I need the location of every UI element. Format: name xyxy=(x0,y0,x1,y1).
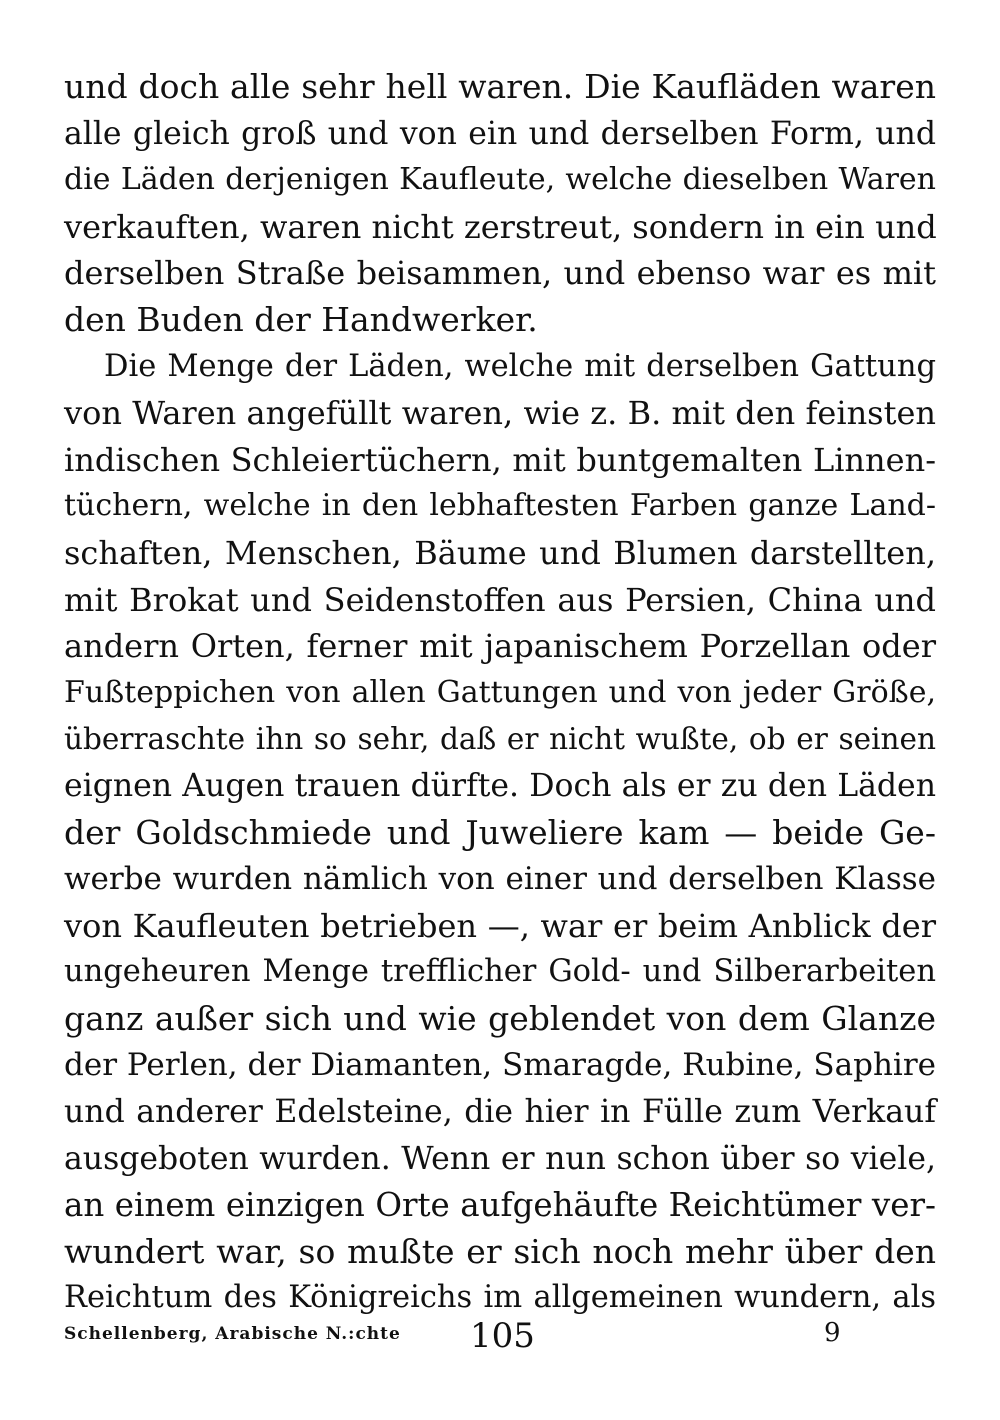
sheet-number: 9 xyxy=(824,1318,841,1348)
text-line: tüchern, welche in den lebhaftesten Farben ganze Land- xyxy=(64,488,936,524)
text-line: mit Brokat und Seidenstoffen aus Persien, China und xyxy=(64,580,936,619)
text-line: Die Menge der Läden, welche mit derselben Gattung xyxy=(104,348,936,384)
page-number: 105 xyxy=(470,1316,535,1356)
text-line: Reichtum des Königreichs im allgemeinen wundern, als xyxy=(64,1280,936,1316)
paragraph-1 xyxy=(64,64,936,344)
text-line: ausgeboten wurden. Wenn er nun schon über so viele, xyxy=(64,1140,936,1177)
text-line: Fußteppichen von allen Gattungen und von jeder Größe, xyxy=(64,674,936,710)
text-line: von Waren angefüllt waren, wie z. B. mit den feinsten xyxy=(64,394,936,433)
body-text xyxy=(64,64,936,1322)
text-line: von Kaufleuten betrieben —, war er beim Anblick der xyxy=(64,906,936,945)
text-line: die Läden derjenigen Kaufleute, welche dieselben Waren xyxy=(64,162,936,198)
text-line: und anderer Edelsteine, die hier in Fülle zum Verkauf xyxy=(64,1094,936,1131)
text-line: ganz außer sich und wie geblendet von dem Glanze xyxy=(64,998,936,1038)
text-line: ungeheuren Menge trefflicher Gold- und Silberarbeiten xyxy=(64,954,936,990)
text-line: indischen Schleiertüchern, mit buntgemalten Linnen- xyxy=(64,440,936,479)
text-line: eignen Augen trauen dürfte. Doch als er zu den Läden xyxy=(64,767,936,804)
text-line: verkauften, waren nicht zerstreut, sondern in ein und xyxy=(64,207,937,246)
text-line: alle gleich groß und von ein und derselben Form, und xyxy=(64,115,936,152)
page-footer xyxy=(64,1316,936,1366)
text-line: wundert war, so mußte er sich noch mehr über den xyxy=(64,1231,936,1271)
paragraph-2 xyxy=(64,344,936,1322)
text-line: der Goldschmiede und Juweliere kam — beide Ge- xyxy=(64,812,936,852)
text-line: schaften, Menschen, Bäume und Blumen darstellten, xyxy=(64,533,936,572)
footer-signature: Schellenberg, Arabische N.:chte xyxy=(64,1324,401,1344)
text-line: den Buden der Handwerker. xyxy=(64,299,538,339)
text-line: überraschte ihn so sehr, daß er nicht wußte, ob er seinen xyxy=(64,722,936,757)
text-line: derselben Straße beisammen, und ebenso war es mit xyxy=(64,254,936,293)
text-line: werbe wurden nämlich von einer und derselben Klasse xyxy=(64,861,936,898)
text-line: an einem einzigen Orte aufgehäufte Reichtümer ver- xyxy=(64,1186,936,1225)
text-line: und doch alle sehr hell waren. Die Kaufläden waren xyxy=(64,67,936,106)
text-line: der Perlen, der Diamanten, Smaragde, Rubine, Saphire xyxy=(64,1047,936,1084)
text-line: andern Orten, ferner mit japanischem Porzellan oder xyxy=(64,627,936,666)
